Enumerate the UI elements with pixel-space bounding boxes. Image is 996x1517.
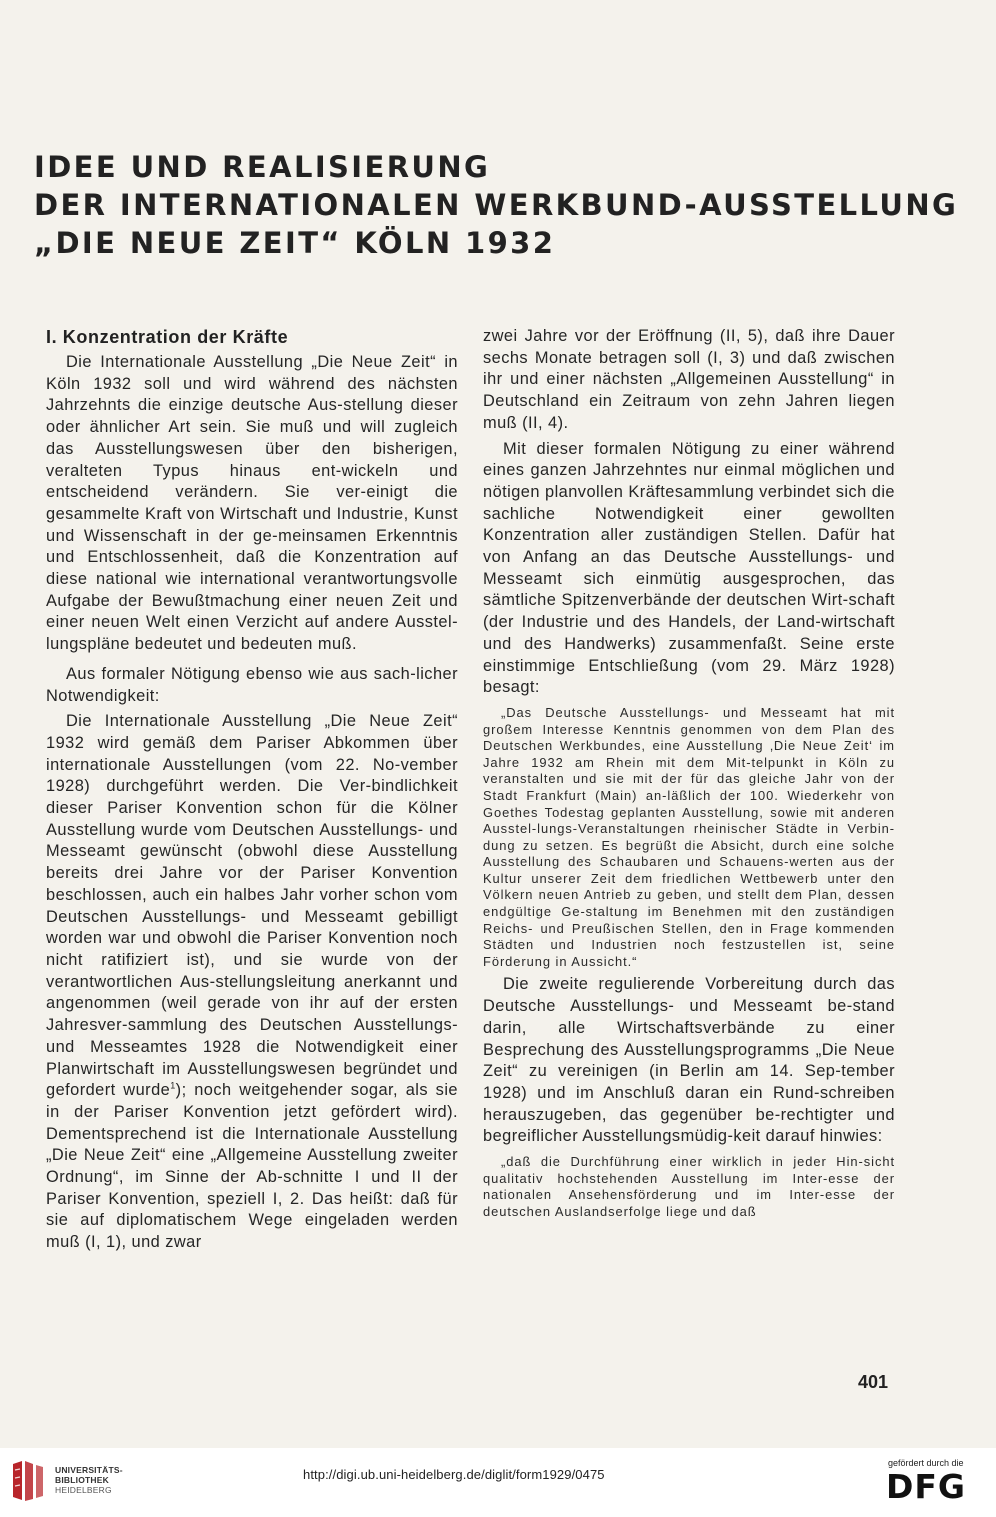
title-line-3: „DIE NEUE ZEIT“ KÖLN 1932 <box>34 226 556 260</box>
block-quote: „Das Deutsche Ausstellungs- und Messeamt hat mit großem Interesse Kenntnis genommen von dem Plan des Deutschen Werkbundes, eine Ausstellung ‚Die Neue Zeit‘ im Jahre 1932 am Rhein mit dem Mit-telpunkt in Köln zu veranstalten und sie mit der für das gleiche Jahr von der Stadt Frankfurt (Main) an-läßlich der 100. Wiederkehr von Goethes Todestag geplanten Ausstellung, sowie mit anderen Ausstel-lungs-Veranstaltungen rheinischer Städte in Verbin-dung zu setzen. Es begrüßt die Absicht, durch eine solche Ausstellung des Schaubaren und Schauens-werten aus der Kultur unserer Zeit dem friedlichen Wettbewerb unter den Völkern neuen Antrieb zu geben, und stellt dem Plan, dessen endgültige Ge-staltung im Benehmen mit den zuständigen Reichs- und Preußischen Stellen, den in Frage kommenden Städten und Industrien noch festzustellen ist, seine Förderung in Aussicht.“ <box>483 704 895 969</box>
footnote-reference[interactable]: 1 <box>170 1080 176 1091</box>
left-column <box>46 326 458 1254</box>
right-column <box>483 326 895 1224</box>
paragraph-text: ); noch weitgehender sogar, als sie in der Pariser Konvention jetzt gefördert wird). Dementsprechend ist die Internationale Ausstellung „Die Neue Zeit“ eine „Allgemeine Ausstellung zweiter Ordnung“, im Sinne der Ab-schnitte I und II der Pariser Konvention, speziell I, 2. Das heißt: daß für sie auf diplomatischem Wege eingeladen werden muß (I, 1), und zwar <box>46 1081 458 1252</box>
footer-bar <box>0 1448 996 1517</box>
section-heading: I. Konzentration der Kräfte <box>46 327 289 347</box>
block-quote: „daß die Durchführung einer wirklich in jeder Hin-sicht qualitativ hochstehenden Ausstellung im Inter-esse der nationalen Ansehensförderung und im Inter-esse der deutschen Auslandserfolge liege und daß <box>483 1154 895 1219</box>
funding-notice: gefördert durch die <box>888 1458 964 1468</box>
article-title <box>34 148 958 262</box>
library-name: UNIVERSITÄTS- BIBLIOTHEK HEIDELBERG <box>55 1465 123 1495</box>
page-number: 401 <box>858 1372 889 1392</box>
paragraph <box>46 711 458 1254</box>
title-line-2: DER INTERNATIONALEN WERKBUND-AUSSTELLUNG <box>34 188 959 222</box>
title-line-1: IDEE UND REALISIERUNG <box>34 150 491 184</box>
dfg-logo: DFG <box>886 1467 967 1506</box>
paragraph: Die Internationale Ausstellung „Die Neue Zeit“ in Köln 1932 soll und wird während des nächsten Jahrzehnts die einzige deutsche Aus-stellung dieser oder ähnlicher Art sein. Sie muß und will zugleich das Ausstellungswesen über den bisherigen, veralteten Typus hinaus ent-wickeln und entscheidend verändern. Sie ver-einigt die gesammelte Kraft von Wirtschaft und Industrie, Kunst und Wissenschaft in der ge-meinsamen Erkenntnis und Entschlossenheit, daß die Konzentration auf diese national wie international verantwortungsvolle Aufgabe der Bewußtmachung einer neuen Zeit und einer neuen Welt einen Verzicht auf andere Ausstel-lungspläne bedeutet und bedeuten muß. <box>46 353 458 654</box>
paragraph: Aus formaler Nötigung ebenso wie aus sach-licher Notwendigkeit: <box>46 664 458 705</box>
digitization-url-link[interactable]: http://digi.ub.uni-heidelberg.de/diglit/form1929/0475 <box>303 1467 605 1482</box>
paragraph: Mit dieser formalen Nötigung zu einer während eines ganzen Jahrzehntes nur einmal möglichen und nötigen planvollen Kräftesammlung verbindet sich die sachliche Notwendigkeit einer gewollten Konzentration aller zuständigen Stellen. Dafür hat von Anfang an das Deutsche Ausstellungs- und Messeamt sich einmütig ausgesprochen, das sämtliche Spitzenverbände der deutschen Wirt-schaft (der Industrie und des Handels, der Land-wirtschaft und des Handwerks) zusammenfaßt. Seine erste einstimmige Entschließung (vom 29. März 1928) besagt: <box>483 439 895 697</box>
paragraph: Die zweite regulierende Vorbereitung durch das Deutsche Ausstellungs- und Messeamt be-stand darin, alle Wirtschaftsverbände zu einer Besprechung des Ausstellungsprogramms „Die Neue Zeit“ zu vereinigen (in Berlin am 14. Sep-tember 1928) und im Anschluß daran ein Rund-schreiben herauszugeben, das gegenüber be-rechtigter und begreiflicher Ausstellungsmüdig-keit darauf hinwies: <box>483 975 895 1146</box>
university-library-logo-icon <box>10 1458 46 1504</box>
paragraph: zwei Jahre vor der Eröffnung (II, 5), daß ihre Dauer sechs Monate betragen soll (I, 3) und daß zwischen ihr und einer nächsten „Allgemeinen Ausstellung“ in Deutschland ein Zeitraum von zehn Jahren liegen muß (II, 4). <box>483 327 895 432</box>
paragraph-text: Die Internationale Ausstellung „Die Neue Zeit“ 1932 wird gemäß dem Pariser Abkommen über internationale Ausstellungen (vom 22. No-vember 1928) durchgeführt werden. Die Ver-bindlichkeit dieser Pariser Konvention schon für die Kölner Ausstellung wurde vom Deutschen Ausstellungs- und Messeamt gewünscht (obwohl diese Ausstellung bereits drei Jahre vor der Pariser Konvention beschlossen, auch ein halbes Jahr vorher schon vom Deutschen Ausstellungs- und Messeamt gebilligt worden war und obwohl die Pariser Konvention noch nicht ratifiziert ist), und sie wurde von der verantwortlichen Aus-stellungsleitung anerkannt und angenommen (weil gerade von ihr auf der ersten Jahresver-sammlung des Deutschen Ausstellungs- und Messeamtes 1928 die Notwendigkeit einer Planwirtschaft im Ausstellungswesen begründet und gefordert wurde <box>46 712 458 1100</box>
